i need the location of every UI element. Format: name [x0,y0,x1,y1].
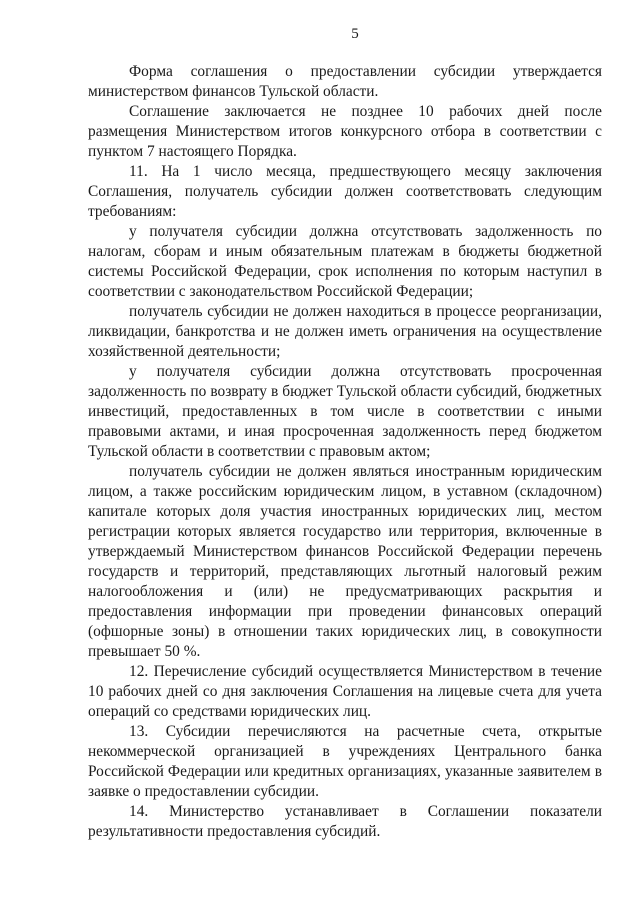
requirement-not-foreign-entity: получатель субсидии не должен являться иностранным юридическим лицом, а также российским юридическим лицом, в уставном (складочном) капитале которых доля участия иностранных юридических лиц, местом регистрации которых является государство или территория, включенные в утверждаемый Министерством финансов Российской Федерации перечень государств и территорий, представляющих льготный налоговый режим налогообложения и (или) не предусматривающих раскрытия и предоставления информации при проведении финансовых операций (офшорные зоны) в отношении таких юридических лиц, в совокупности превышает 50 %. [88,463,602,660]
paragraph-11-requirements: 11. На 1 число месяца, предшествующего месяцу заключения Соглашения, получатель субсидии должен соответствовать следующим требованиям: [88,163,602,220]
paragraph-agreement-form: Форма соглашения о предоставлении субсидии утверждается министерством финансов Тульской области. [88,63,602,100]
paragraph-agreement-deadline: Соглашение заключается не позднее 10 рабочих дней после размещения Министерством итогов конкурсного отбора в соответствии с пунктом 7 настоящего Порядка. [88,103,602,160]
page-number: 5 [351,26,359,42]
requirement-no-reorganization: получатель субсидии не должен находиться в процессе реорганизации, ликвидации, банкротства и не должен иметь ограничения на осуществление хозяйственной деятельности; [88,303,602,360]
paragraph-14-indicators: 14. Министерство устанавливает в Соглашении показатели результативности предоставления субсидий. [88,803,602,840]
paragraph-13-accounts: 13. Субсидии перечисляются на расчетные счета, открытые некоммерческой организацией в учреждениях Центрального банка Российской Федерации или кредитных организациях, указанные заявителем в заявке о предоставлении субсидии. [88,723,602,800]
document-page [88,26,602,842]
paragraph-12-transfer: 12. Перечисление субсидий осуществляется Министерством в течение 10 рабочих дней со дня заключения Соглашения на лицевые счета для учета операций со средствами юридических лиц. [88,663,602,720]
requirement-no-overdue-debt: у получателя субсидии должна отсутствовать просроченная задолженность по возврату в бюджет Тульской области субсидий, бюджетных инвестиций, предоставленных в том числе в соответствии с иными правовыми актами, и иная просроченная задолженность перед бюджетом Тульской области в соответствии с правовым актом; [88,363,602,460]
requirement-no-tax-debt: у получателя субсидии должна отсутствовать задолженность по налогам, сборам и иным обязательным платежам в бюджеты бюджетной системы Российской Федерации, срок исполнения по которым наступил в соответствии с законодательством Российской Федерации; [88,223,602,300]
